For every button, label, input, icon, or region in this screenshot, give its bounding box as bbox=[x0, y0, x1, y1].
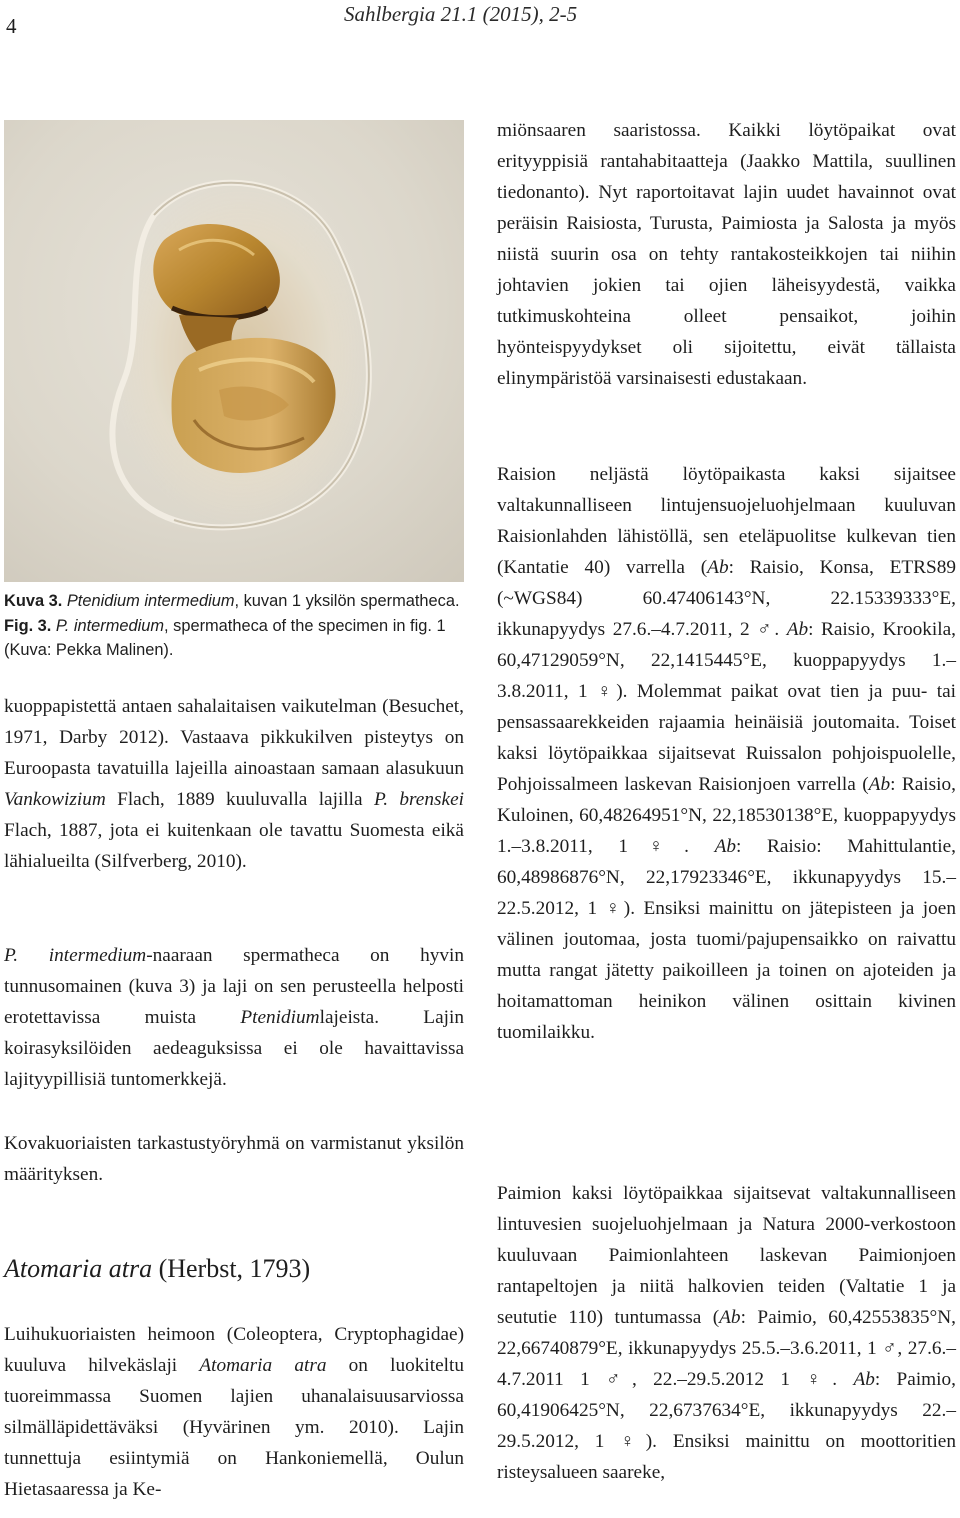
species-name: P. brenskei bbox=[373, 789, 464, 810]
left-paragraph-2 bbox=[4, 940, 464, 1095]
caption-text-en: , spermatheca of the specimen in fig. 1 (Kuva: Pekka Malinen). bbox=[4, 616, 446, 659]
genus-name: Vankowizium bbox=[4, 789, 106, 810]
text-span: Luihukuoriaisten heimoon (Coleoptera, Cryptophagidae) kuuluva hilvekäslaji bbox=[4, 1324, 464, 1376]
heading-species: Atomaria atra bbox=[4, 1254, 153, 1283]
province-abbrev: Ab bbox=[714, 836, 736, 857]
caption-label-en: Fig. 3. bbox=[4, 616, 52, 635]
text-span: : Raisio, Krookila, 60,47129059°N, 22,1415445°E, kuoppapyydys 1.–3.8.2011, 1 ♀). Molemmat paikat ovat tien ja puu- tai pensassaarekkeiden rajaamia heinäisiä joutomaita. Toiset kaksi löytöpaikkaa sijaitsevat Ruissalon pohjoispuolelle, Pohjoissalmeen laskevan Raisionjoen varrella ( bbox=[497, 619, 956, 795]
page-number: 4 bbox=[6, 14, 17, 38]
caption-text-fi: , kuvan 1 yksilön spermatheca. bbox=[234, 592, 460, 610]
section-heading bbox=[4, 1254, 310, 1284]
text-span: : Paimio, 60,42553835°N, 22,66740879°E, ikkunapyydys 25.5.–3.6.2011, 1 ♂, 27.6.–4.7.2011 1 ♂, 22.–29.5.2012 1 ♀. bbox=[497, 1307, 956, 1390]
text-span: : Raisio: Mahittulantie, 60,48986876°N, 22,17923346°E, ikkunapyydys 15.–22.5.2012, 1 ♀). Ensiksi mainittu on jätepisteen ja joen välinen joutomaa, josta tuomi/pajupensaikko on raivattu mutta rangat jätetty paikoilleen ja toinen on ajoteiden ja hoitamattoman heinikon välinen osittain kivinen tuomilaikku. bbox=[497, 836, 956, 1043]
species-name: P. intermedium bbox=[4, 945, 147, 966]
province-abbrev: Ab bbox=[786, 619, 809, 640]
running-head: Sahlbergia 21.1 (2015), 2-5 bbox=[344, 2, 578, 26]
text-span: Kovakuoriaisten tarkastustyöryhmä on varmistanut yksilön määrityksen. bbox=[4, 1133, 464, 1185]
caption-species-fi: Ptenidium intermedium bbox=[66, 592, 235, 610]
text-span: lajeista. Lajin koirasyksilöiden aedeaguksissa ei ole havaittavissa lajityypillisiä tuntomerkkejä. bbox=[4, 1007, 464, 1090]
province-abbrev: Ab bbox=[853, 1369, 875, 1390]
left-paragraph-4 bbox=[4, 1319, 464, 1505]
province-abbrev: Ab bbox=[719, 1307, 741, 1328]
text-span: Paimion kaksi löytöpaikkaa sijaitsevat valtakunnalliseen lintuvesien suojeluohjelmaan ja Natura 2000-verkostoon kuuluvaan Paimionlahteen laskevan Paimionjoen rantapeltojen ja niitä halkovien teiden (Valtatie 1 ja seututie 110) tuntumassa ( bbox=[497, 1183, 956, 1328]
text-span: : Raisio, Konsa, ETRS89 (~WGS84) 60.47406143°N, 22.15339333°E, ikkunapyydys 27.6.–4.7.2011, 2 ♂. bbox=[497, 557, 956, 640]
caption-species-en: P. intermedium bbox=[55, 616, 165, 635]
text-span: on luokiteltu tuoreimmassa Suomen lajien uhanalaisuusarviossa silmälläpidettäväksi (Hyvärinen ym. 2010). Lajin tunnettuja esiintymiä on Hankoniemellä, Oulun Hietasaaressa ja Ke- bbox=[4, 1355, 464, 1500]
province-abbrev: Ab bbox=[868, 774, 891, 795]
text-span: miönsaaren saaristossa. Kaikki löytöpaikat ovat erityyppisiä rantahabitaatteja (Jaakko Mattila, suullinen tiedonanto). Nyt raportoitavat lajin uudet havainnot ovat peräisin Raisiosta, Turusta, Paimiosta ja Salosta ja myös niistä suurin osa on tehty rantakosteikkojen tai niihin johtavien jokien tai ojien läheisyydestä, vaikka tutkimuskohteina olleet pensaikot, joihin hyönteispyydykset oli sijoitettu, eivät tällaista elinympäristöä varsinaisesti edustakaan. bbox=[497, 120, 956, 389]
text-span: Flach, 1889 kuuluvalla lajilla bbox=[105, 789, 374, 810]
left-paragraph-1 bbox=[4, 691, 464, 877]
genus-name: Ptenidium bbox=[240, 1007, 320, 1028]
species-name: Atomaria atra bbox=[199, 1355, 327, 1376]
text-span: Raision neljästä löytöpaikasta kaksi sijaitsee valtakunnalliseen lintujensuojeluohjelmaan kuuluvan Raisionlahden lähistöllä, sen eteläpuolitse kulkevan tien (Kantatie 40) varrella ( bbox=[497, 464, 956, 578]
spermatheca-photo bbox=[4, 120, 464, 582]
text-span: -naaraan spermatheca on hyvin tunnusomainen (kuva 3) ja laji on sen perusteella helposti erotettavissa muista bbox=[4, 945, 464, 1028]
right-paragraph-3 bbox=[497, 1178, 956, 1488]
right-paragraph-1 bbox=[497, 115, 956, 394]
heading-author: (Herbst, 1793) bbox=[152, 1254, 311, 1283]
figure-caption bbox=[4, 589, 464, 663]
text-span: Flach, 1887, jota ei kuitenkaan ole tavattu Suomesta eikä lähialueilta (Silfverberg, 2010). bbox=[4, 820, 464, 872]
caption-label-fi: Kuva 3. bbox=[4, 592, 63, 610]
text-span: kuoppapistettä antaen sahalaitaisen vaikutelman (Besuchet, 1971, Darby 2012). Vastaava pikkukilven pisteytys on Euroopasta tavatuilla lajeilla ainoastaan samaan alasukuun bbox=[4, 696, 464, 779]
text-span: : Raisio, Kuloinen, 60,48264951°N, 22,18530138°E, kuoppapyydys 1.–3.8.2011, 1♀. bbox=[497, 774, 956, 857]
right-paragraph-2 bbox=[497, 459, 956, 1048]
text-span: : Paimio, 60,41906425°N, 22,6737634°E, ikkunapyydys 22.–29.5.2012, 1 ♀). Ensiksi mainittu on moottoritien risteysalueen saareke, bbox=[497, 1369, 956, 1483]
left-paragraph-3 bbox=[4, 1128, 464, 1190]
province-abbrev: Ab bbox=[707, 557, 729, 578]
